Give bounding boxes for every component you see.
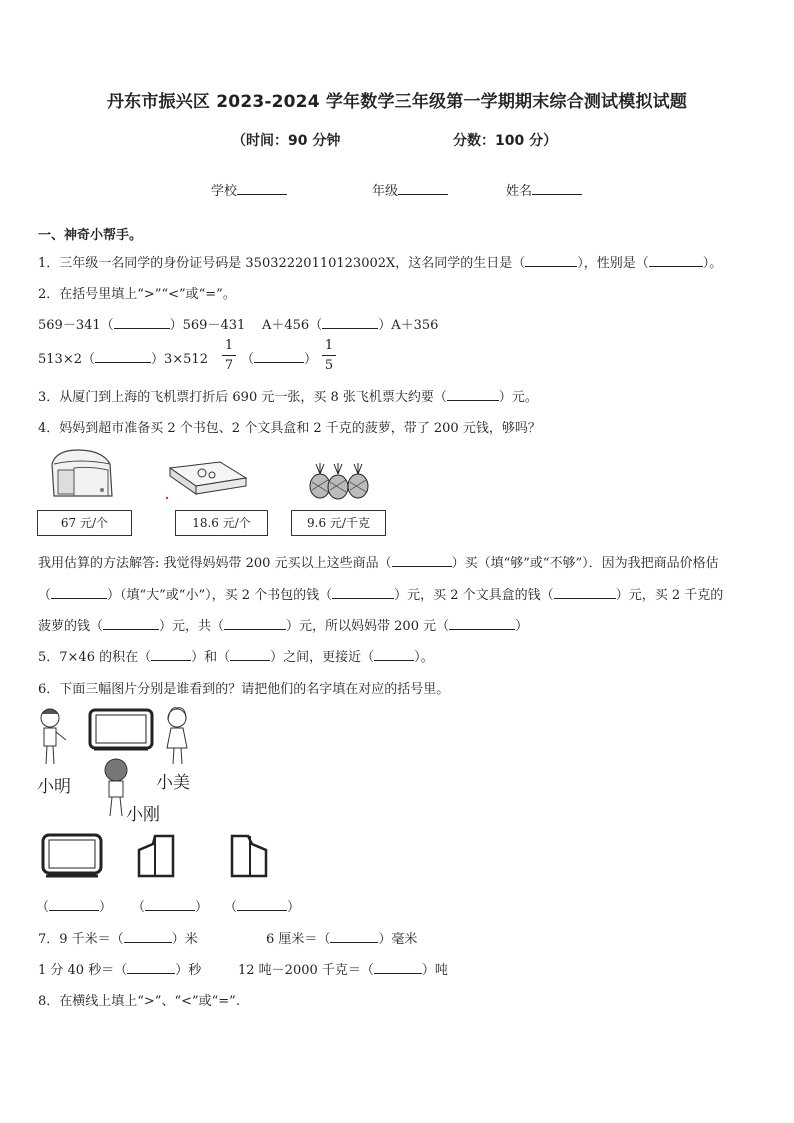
q2-item-c: 513×2（ ）3×512 bbox=[38, 352, 208, 367]
name-xiaoming: 小明 bbox=[37, 777, 71, 797]
viewing-scene-image bbox=[36, 702, 196, 822]
exam-time: （时间：90 分钟 bbox=[232, 133, 341, 149]
question-4-stem: 4．妈妈到超市准备买 2 个书包、2 个文具盒和 2 千克的菠萝，带了 200 元钱，够吗？ bbox=[38, 421, 541, 436]
fraction-one-seventh: 1 7 bbox=[222, 338, 236, 373]
pencil-box-price: 18.6 元/个 bbox=[175, 510, 268, 536]
q7-item-b: 6 厘米＝（ ）毫米 bbox=[266, 932, 418, 947]
view-front-image bbox=[40, 832, 104, 880]
school-field[interactable] bbox=[211, 180, 287, 199]
name-field[interactable] bbox=[506, 180, 582, 199]
q7d-blank[interactable] bbox=[374, 962, 422, 974]
grade-field[interactable] bbox=[372, 180, 448, 199]
question-5: 5．7×46 的积在（ ）和（ ）之间，更接近（ ）。 bbox=[38, 650, 434, 665]
q4-enough-blank[interactable] bbox=[392, 555, 452, 567]
q7a-blank[interactable] bbox=[124, 931, 172, 943]
q4-total-blank[interactable] bbox=[224, 618, 286, 630]
name-label: 姓名 bbox=[506, 184, 533, 199]
q2d-blank[interactable] bbox=[254, 351, 304, 363]
q5-high-blank[interactable] bbox=[230, 649, 270, 661]
q4-answer-line-1: 我用估算的方法解答: 我觉得妈妈带 200 元买以上这些商品（ ）买（填“够”或“不够”）．因为我把商品价格估 bbox=[38, 556, 719, 571]
fraction-one-fifth: 1 5 bbox=[322, 338, 336, 373]
question-1: 1．三年级一名同学的身份证号码是 35032220110123002X，这名同学的生日是（ ），性别是（ ）。 bbox=[38, 256, 723, 271]
q4-answer-line-2: （ ）（填“大”或“小”），买 2 个书包的钱（ ）元，买 2 个文具盒的钱（ ）元，买 2 千克的 bbox=[38, 588, 724, 603]
pineapple-image bbox=[308, 462, 374, 502]
schoolbag-image bbox=[44, 446, 120, 502]
pineapple-price: 9.6 元/千克 bbox=[291, 510, 386, 536]
section-heading: 一、神奇小帮手。 bbox=[38, 228, 143, 243]
q2b-blank[interactable] bbox=[322, 317, 378, 329]
q5-low-blank[interactable] bbox=[151, 649, 191, 661]
q3-blank[interactable] bbox=[447, 389, 499, 401]
q2c-blank[interactable] bbox=[95, 351, 151, 363]
question-3: 3．从厦门到上海的飞机票打折后 690 元一张，买 8 张飞机票大约要（ ）元。 bbox=[38, 390, 538, 405]
q4-answer-line-3: 菠萝的钱（ ）元，共（ ）元，所以妈妈带 200 元（ ） bbox=[38, 619, 529, 634]
school-label: 学校 bbox=[211, 184, 238, 199]
schoolbag-price: 67 元/个 bbox=[37, 510, 132, 536]
question-8-stem: 8．在横线上填上“>”、“<”或“=”. bbox=[38, 994, 240, 1009]
question-6-stem: 6．下面三幅图片分别是谁看到的？请把他们的名字填在对应的括号里。 bbox=[38, 682, 450, 697]
q7c-blank[interactable] bbox=[127, 962, 175, 974]
view-answer-2[interactable]: （ ） bbox=[132, 900, 209, 915]
pencil-box-image bbox=[162, 458, 250, 500]
view-right-image bbox=[228, 832, 272, 880]
q7b-blank[interactable] bbox=[330, 931, 378, 943]
view-left-image bbox=[135, 832, 179, 880]
q4-bag-cost-blank[interactable] bbox=[332, 587, 394, 599]
view-answer-1[interactable]: （ ） bbox=[36, 900, 113, 915]
name-xiaomei: 小美 bbox=[156, 773, 190, 793]
question-2-stem: 2．在括号里填上“>”“<”或“=”。 bbox=[38, 287, 236, 302]
q2a-blank[interactable] bbox=[114, 317, 170, 329]
q7-item-c: 1 分 40 秒＝（ ）秒 bbox=[38, 963, 202, 978]
name-xiaogang: 小刚 bbox=[126, 805, 160, 825]
q7-item-d: 12 吨－2000 千克＝（ ）吨 bbox=[238, 963, 448, 978]
q7-item-a: 7．9 千米＝（ ）米 bbox=[38, 932, 198, 947]
q2-item-d: （ ） bbox=[241, 352, 318, 367]
grade-label: 年级 bbox=[372, 184, 399, 199]
q4-conclusion-blank[interactable] bbox=[449, 618, 515, 630]
q2-item-a: 569－341（ ）569－431 bbox=[38, 318, 246, 333]
view-answer-3[interactable]: （ ） bbox=[224, 900, 301, 915]
gender-blank[interactable] bbox=[649, 255, 703, 267]
q4-bigsmall-blank[interactable] bbox=[51, 587, 107, 599]
q4-pineapple-cost-blank[interactable] bbox=[103, 618, 159, 630]
q2-item-b: A＋456（ ）A＋356 bbox=[262, 318, 439, 333]
birthday-blank[interactable] bbox=[525, 255, 577, 267]
exam-score: 分数：100 分） bbox=[453, 133, 558, 149]
q5-closer-blank[interactable] bbox=[374, 649, 414, 661]
q4-box-cost-blank[interactable] bbox=[554, 587, 616, 599]
page-title: 丹东市振兴区 2023-2024 学年数学三年级第一学期期末综合测试模拟试题 bbox=[106, 92, 688, 112]
